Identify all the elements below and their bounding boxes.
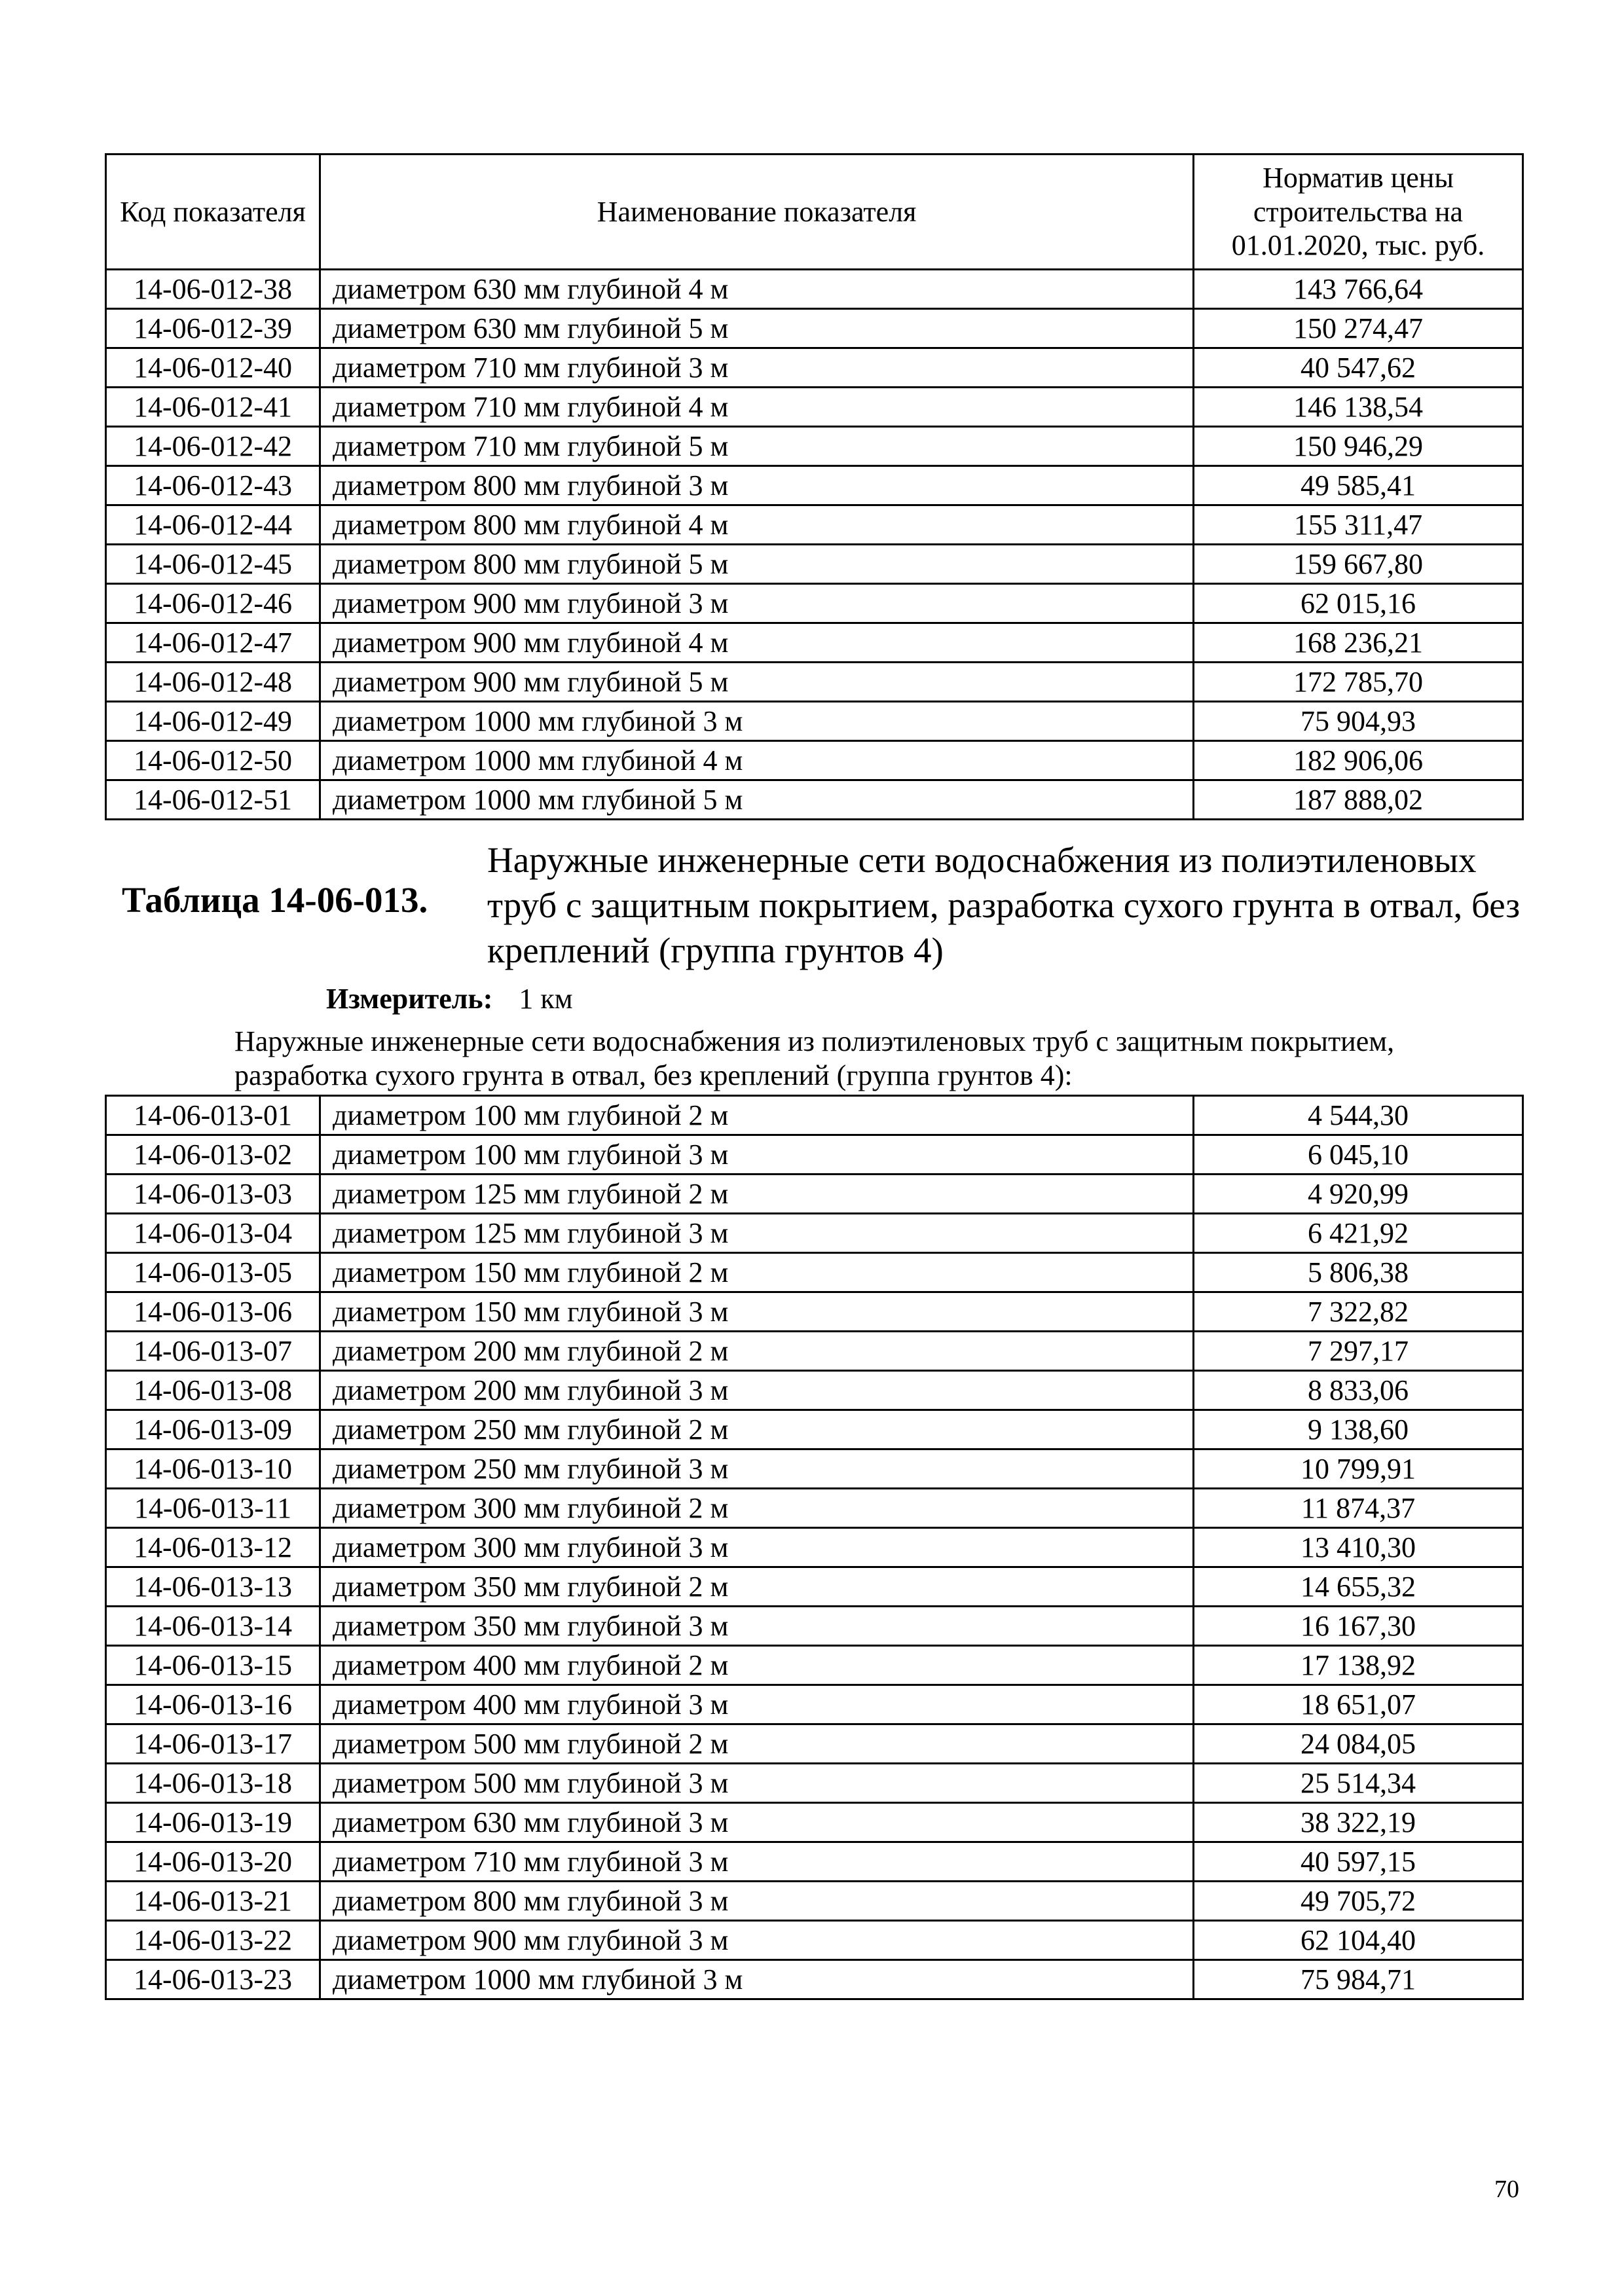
table-title-block — [122, 838, 1523, 969]
cell-code: 14-06-012-38 — [106, 270, 320, 309]
table-row — [106, 1921, 1523, 1960]
cell-code: 14-06-013-09 — [106, 1410, 320, 1449]
header-name: Наименование показателя — [320, 155, 1194, 270]
cell-name: диаметром 710 мм глубиной 4 м — [320, 388, 1194, 427]
table-title: Наружные инженерные сети водоснабжения из полиэтиленовых труб с защитным покрытием, разработка сухого грунта в отвал, без креплений (группа грунтов 4) — [487, 840, 1521, 970]
cell-code: 14-06-012-51 — [106, 780, 320, 820]
cell-value: 172 785,70 — [1194, 663, 1523, 702]
cell-code: 14-06-013-08 — [106, 1371, 320, 1410]
cell-value: 4 544,30 — [1194, 1096, 1523, 1135]
cell-name: диаметром 900 мм глубиной 4 м — [320, 623, 1194, 663]
cell-name: диаметром 300 мм глубиной 2 м — [320, 1489, 1194, 1528]
cell-value: 8 833,06 — [1194, 1371, 1523, 1410]
cell-code: 14-06-013-02 — [106, 1135, 320, 1175]
cell-name: диаметром 800 мм глубиной 5 м — [320, 545, 1194, 584]
cell-value: 75 904,93 — [1194, 702, 1523, 741]
cell-code: 14-06-013-19 — [106, 1803, 320, 1842]
cell-name: диаметром 400 мм глубиной 3 м — [320, 1685, 1194, 1724]
cell-value: 9 138,60 — [1194, 1410, 1523, 1449]
cell-code: 14-06-013-05 — [106, 1253, 320, 1292]
table-row — [106, 1135, 1523, 1175]
table-row — [106, 1371, 1523, 1410]
table-row — [106, 1332, 1523, 1371]
cell-code: 14-06-013-13 — [106, 1567, 320, 1607]
cell-name: диаметром 800 мм глубиной 3 м — [320, 466, 1194, 505]
table-number: Таблица 14-06-013. — [122, 880, 428, 920]
cell-value: 159 667,80 — [1194, 545, 1523, 584]
cell-name: диаметром 900 мм глубиной 3 м — [320, 1921, 1194, 1960]
cell-code: 14-06-013-07 — [106, 1332, 320, 1371]
cell-name: диаметром 710 мм глубиной 3 м — [320, 1842, 1194, 1882]
cell-value: 7 322,82 — [1194, 1292, 1523, 1332]
cell-name: диаметром 150 мм глубиной 3 м — [320, 1292, 1194, 1332]
cell-name: диаметром 900 мм глубиной 5 м — [320, 663, 1194, 702]
cell-name: диаметром 100 мм глубиной 3 м — [320, 1135, 1194, 1175]
table-row — [106, 584, 1523, 623]
cell-value: 143 766,64 — [1194, 270, 1523, 309]
table-row — [106, 1803, 1523, 1842]
cell-name: диаметром 500 мм глубиной 2 м — [320, 1724, 1194, 1764]
table-row — [106, 1764, 1523, 1803]
cell-code: 14-06-012-42 — [106, 427, 320, 466]
cell-value: 49 585,41 — [1194, 466, 1523, 505]
cell-code: 14-06-013-21 — [106, 1882, 320, 1921]
cell-name: диаметром 350 мм глубиной 2 м — [320, 1567, 1194, 1607]
cell-value: 18 651,07 — [1194, 1685, 1523, 1724]
cell-value: 168 236,21 — [1194, 623, 1523, 663]
cell-value: 155 311,47 — [1194, 505, 1523, 545]
cell-code: 14-06-012-44 — [106, 505, 320, 545]
table-description: Наружные инженерные сети водоснабжения из полиэтиленовых труб с защитным покрытием, разработка сухого грунта в отвал, без креплений (группа грунтов 4): — [234, 1025, 1395, 1091]
table-row — [106, 1607, 1523, 1646]
cell-code: 14-06-013-12 — [106, 1528, 320, 1567]
cell-value: 75 984,71 — [1194, 1960, 1523, 1999]
table-row — [106, 623, 1523, 663]
cell-code: 14-06-013-20 — [106, 1842, 320, 1882]
cell-value: 7 297,17 — [1194, 1332, 1523, 1371]
table-row — [106, 1410, 1523, 1449]
cell-name: диаметром 125 мм глубиной 3 м — [320, 1214, 1194, 1253]
cell-name: диаметром 400 мм глубиной 2 м — [320, 1646, 1194, 1685]
cell-code: 14-06-013-04 — [106, 1214, 320, 1253]
cell-code: 14-06-013-17 — [106, 1724, 320, 1764]
table-row — [106, 309, 1523, 348]
measure-unit — [326, 982, 573, 1015]
table-row — [106, 1214, 1523, 1253]
cell-value: 150 946,29 — [1194, 427, 1523, 466]
cell-code: 14-06-013-03 — [106, 1175, 320, 1214]
cell-name: диаметром 300 мм глубиной 3 м — [320, 1528, 1194, 1567]
price-table-14-06-013 — [105, 1095, 1524, 2000]
header-price: Норматив цены строительства на 01.01.2020, тыс. руб. — [1194, 155, 1523, 270]
cell-name: диаметром 710 мм глубиной 5 м — [320, 427, 1194, 466]
measure-value: 1 км — [519, 983, 573, 1015]
cell-value: 24 084,05 — [1194, 1724, 1523, 1764]
table-row — [106, 466, 1523, 505]
table-row — [106, 1528, 1523, 1567]
cell-name: диаметром 710 мм глубиной 3 м — [320, 348, 1194, 388]
cell-name: диаметром 350 мм глубиной 3 м — [320, 1607, 1194, 1646]
cell-name: диаметром 800 мм глубиной 4 м — [320, 505, 1194, 545]
cell-name: диаметром 125 мм глубиной 2 м — [320, 1175, 1194, 1214]
cell-name: диаметром 150 мм глубиной 2 м — [320, 1253, 1194, 1292]
measure-label: Измеритель: — [326, 983, 493, 1015]
table-row — [106, 1724, 1523, 1764]
cell-code: 14-06-012-41 — [106, 388, 320, 427]
table-row — [106, 1449, 1523, 1489]
cell-value: 11 874,37 — [1194, 1489, 1523, 1528]
table-row — [106, 1685, 1523, 1724]
table-header-row — [106, 155, 1523, 270]
cell-name: диаметром 500 мм глубиной 3 м — [320, 1764, 1194, 1803]
cell-name: диаметром 1000 мм глубиной 3 м — [320, 702, 1194, 741]
cell-code: 14-06-013-06 — [106, 1292, 320, 1332]
cell-code: 14-06-013-16 — [106, 1685, 320, 1724]
table-row — [106, 1292, 1523, 1332]
cell-code: 14-06-013-15 — [106, 1646, 320, 1685]
table-row — [106, 545, 1523, 584]
cell-name: диаметром 630 мм глубиной 3 м — [320, 1803, 1194, 1842]
cell-name: диаметром 800 мм глубиной 3 м — [320, 1882, 1194, 1921]
cell-code: 14-06-012-48 — [106, 663, 320, 702]
cell-name: диаметром 630 мм глубиной 5 м — [320, 309, 1194, 348]
cell-code: 14-06-013-22 — [106, 1921, 320, 1960]
price-table-14-06-012 — [105, 153, 1524, 820]
cell-value: 10 799,91 — [1194, 1449, 1523, 1489]
table-row — [106, 1842, 1523, 1882]
table-row — [106, 741, 1523, 780]
table-row — [106, 348, 1523, 388]
cell-code: 14-06-012-43 — [106, 466, 320, 505]
table-row — [106, 388, 1523, 427]
cell-name: диаметром 900 мм глубиной 3 м — [320, 584, 1194, 623]
table-row — [106, 1646, 1523, 1685]
cell-value: 13 410,30 — [1194, 1528, 1523, 1567]
cell-value: 17 138,92 — [1194, 1646, 1523, 1685]
cell-code: 14-06-013-23 — [106, 1960, 320, 1999]
cell-value: 16 167,30 — [1194, 1607, 1523, 1646]
cell-name: диаметром 100 мм глубиной 2 м — [320, 1096, 1194, 1135]
cell-name: диаметром 1000 мм глубиной 3 м — [320, 1960, 1194, 1999]
table-row — [106, 427, 1523, 466]
cell-value: 25 514,34 — [1194, 1764, 1523, 1803]
cell-value: 146 138,54 — [1194, 388, 1523, 427]
table-row — [106, 1567, 1523, 1607]
cell-value: 6 045,10 — [1194, 1135, 1523, 1175]
cell-name: диаметром 250 мм глубиной 2 м — [320, 1410, 1194, 1449]
header-code: Код показателя — [106, 155, 320, 270]
table-row — [106, 702, 1523, 741]
cell-value: 40 597,15 — [1194, 1842, 1523, 1882]
cell-name: диаметром 1000 мм глубиной 4 м — [320, 741, 1194, 780]
cell-code: 14-06-013-11 — [106, 1489, 320, 1528]
cell-code: 14-06-012-46 — [106, 584, 320, 623]
cell-value: 14 655,32 — [1194, 1567, 1523, 1607]
cell-code: 14-06-013-01 — [106, 1096, 320, 1135]
cell-code: 14-06-012-45 — [106, 545, 320, 584]
cell-value: 38 322,19 — [1194, 1803, 1523, 1842]
cell-code: 14-06-013-18 — [106, 1764, 320, 1803]
table-row — [106, 780, 1523, 820]
cell-value: 6 421,92 — [1194, 1214, 1523, 1253]
table-row — [106, 663, 1523, 702]
cell-value: 182 906,06 — [1194, 741, 1523, 780]
cell-value: 49 705,72 — [1194, 1882, 1523, 1921]
cell-code: 14-06-012-39 — [106, 309, 320, 348]
cell-value: 5 806,38 — [1194, 1253, 1523, 1292]
table-row — [106, 505, 1523, 545]
cell-value: 150 274,47 — [1194, 309, 1523, 348]
cell-name: диаметром 200 мм глубиной 3 м — [320, 1371, 1194, 1410]
cell-value: 187 888,02 — [1194, 780, 1523, 820]
table-row — [106, 270, 1523, 309]
cell-value: 4 920,99 — [1194, 1175, 1523, 1214]
cell-name: диаметром 250 мм глубиной 3 м — [320, 1449, 1194, 1489]
cell-name: диаметром 1000 мм глубиной 5 м — [320, 780, 1194, 820]
table-row — [106, 1253, 1523, 1292]
table-row — [106, 1489, 1523, 1528]
cell-code: 14-06-013-14 — [106, 1607, 320, 1646]
cell-code: 14-06-012-47 — [106, 623, 320, 663]
cell-value: 40 547,62 — [1194, 348, 1523, 388]
cell-name: диаметром 200 мм глубиной 2 м — [320, 1332, 1194, 1371]
cell-value: 62 015,16 — [1194, 584, 1523, 623]
cell-code: 14-06-013-10 — [106, 1449, 320, 1489]
page-number: 70 — [1494, 2176, 1519, 2203]
cell-code: 14-06-012-49 — [106, 702, 320, 741]
cell-code: 14-06-012-50 — [106, 741, 320, 780]
table-row — [106, 1960, 1523, 1999]
cell-value: 62 104,40 — [1194, 1921, 1523, 1960]
table-row — [106, 1096, 1523, 1135]
cell-code: 14-06-012-40 — [106, 348, 320, 388]
table-row — [106, 1882, 1523, 1921]
table-row — [106, 1175, 1523, 1214]
cell-name: диаметром 630 мм глубиной 4 м — [320, 270, 1194, 309]
